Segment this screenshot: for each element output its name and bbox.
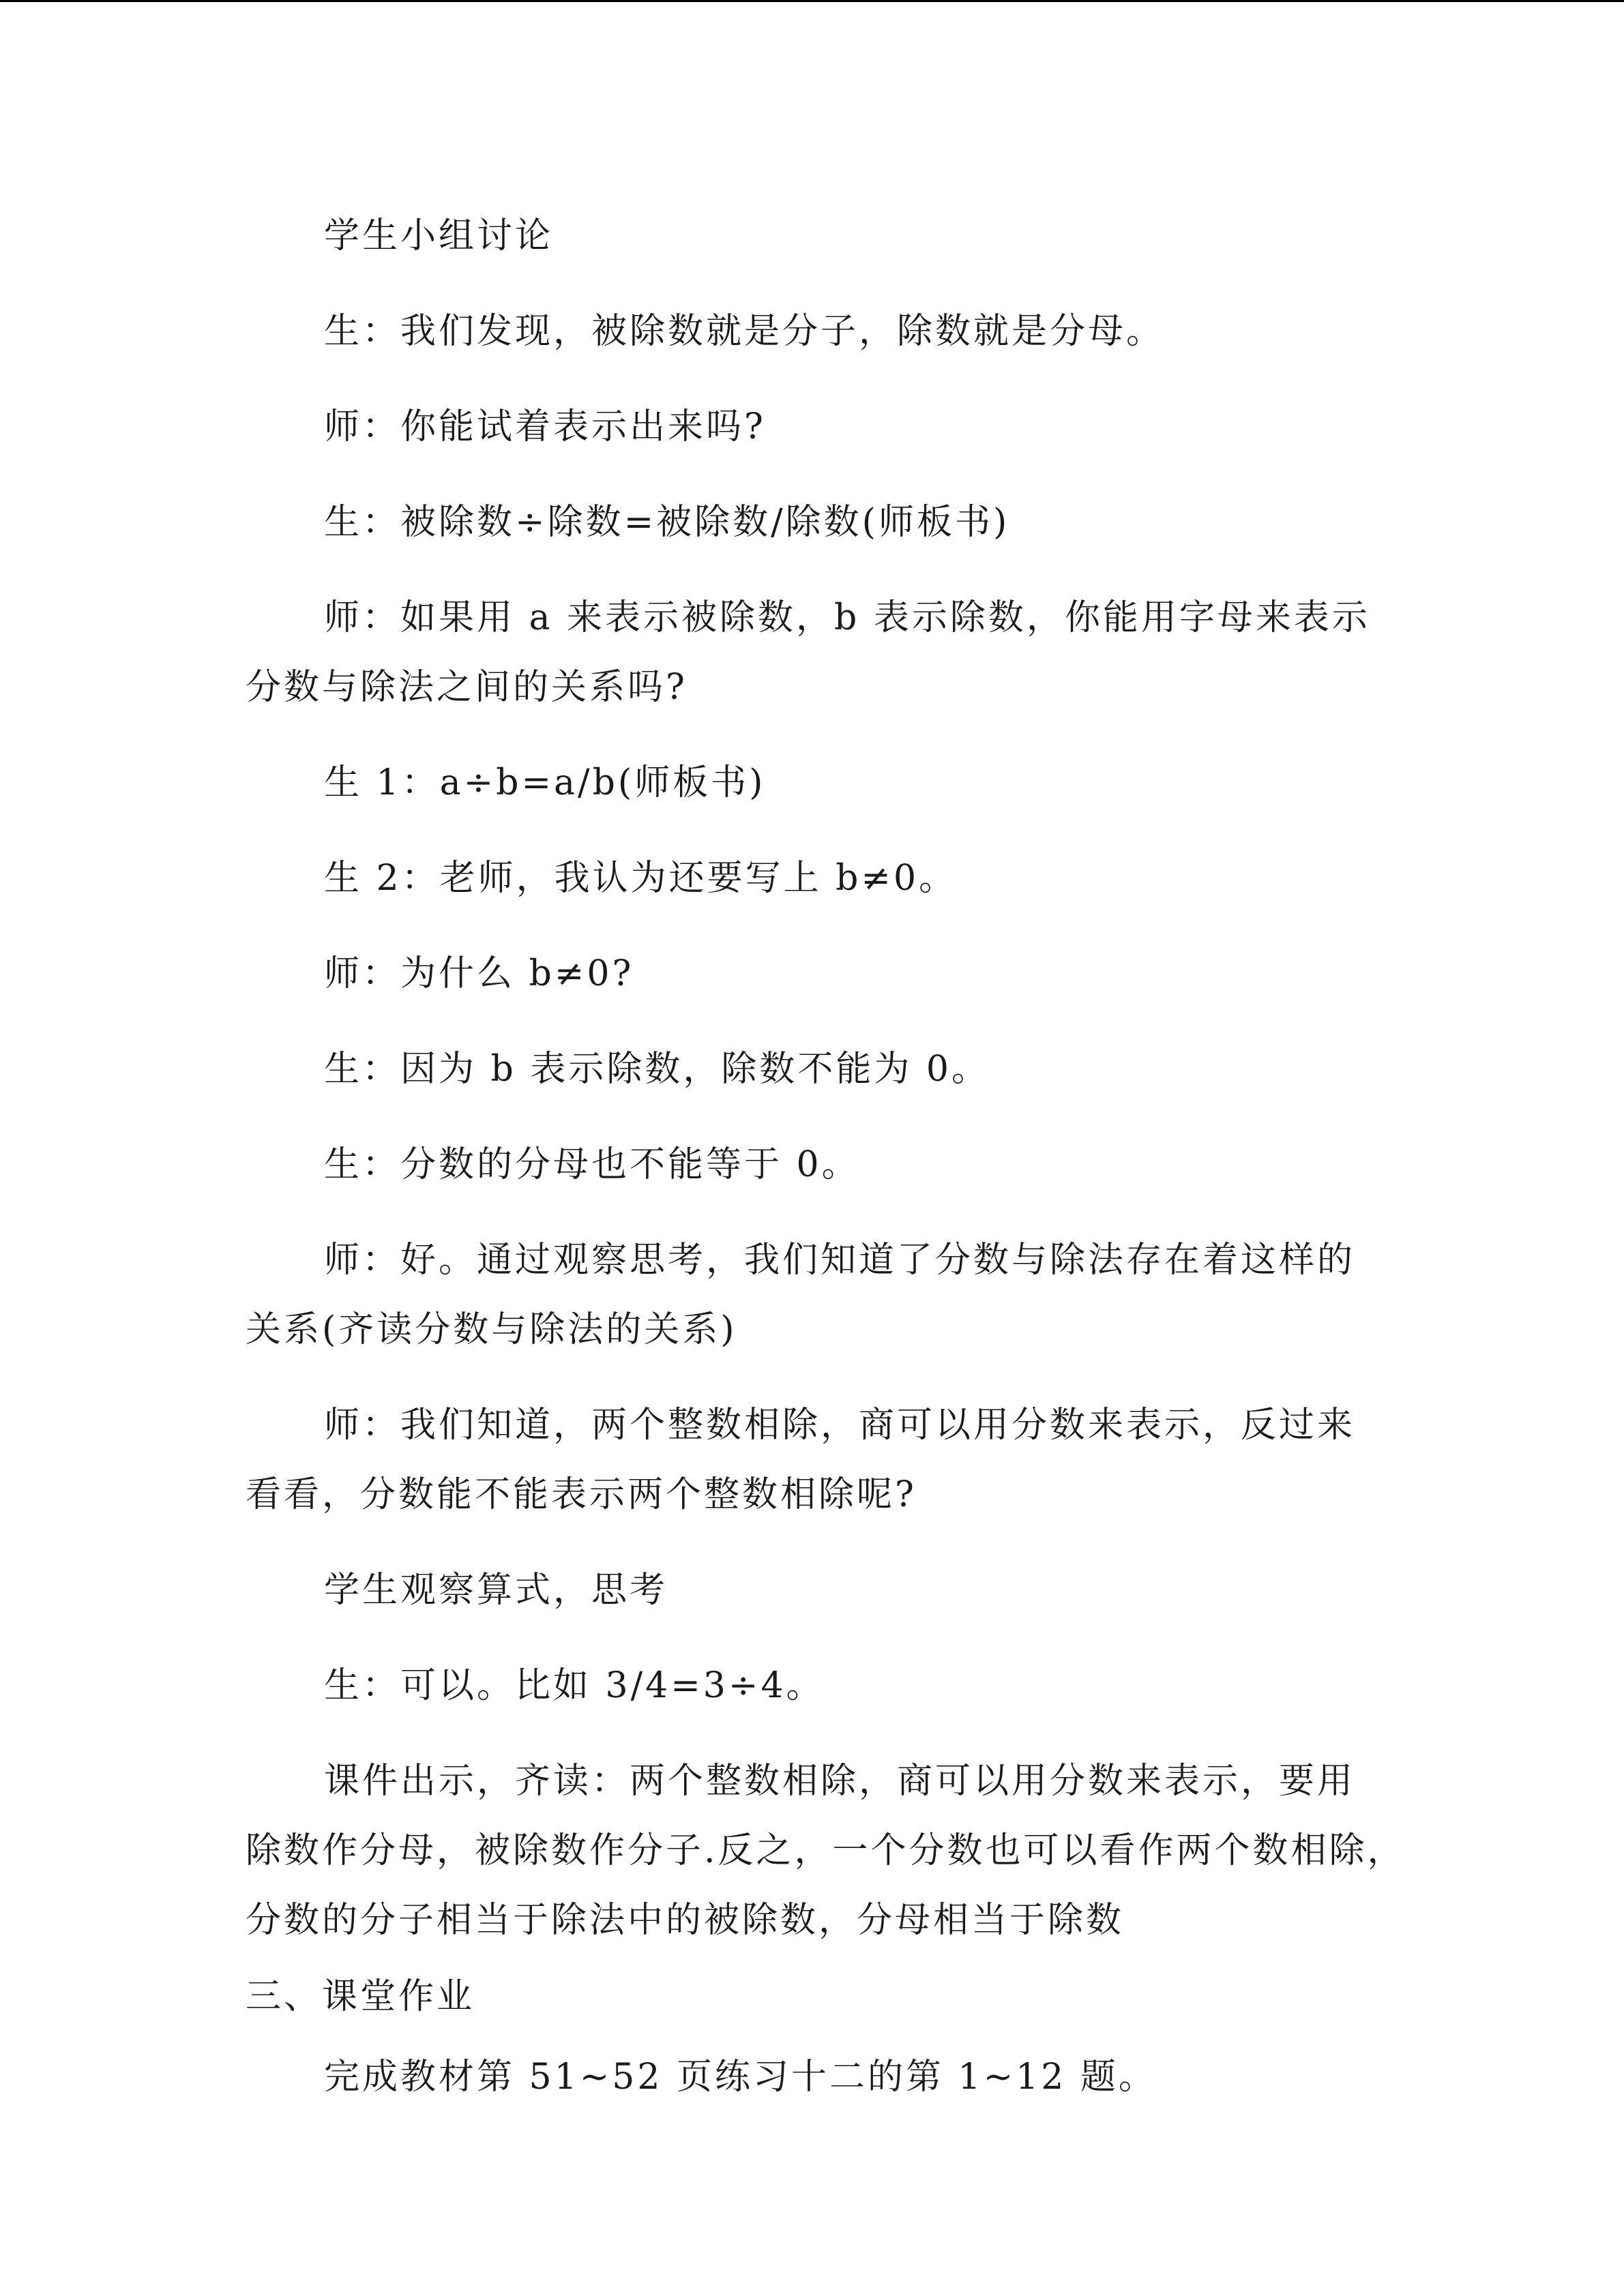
paragraph-line: 生 2：老师，我认为还要写上 b≠0。 [324, 858, 958, 899]
paragraph-line: 关系(齐读分数与除法的关系) [246, 1309, 737, 1350]
paragraph-line: 课件出示，齐读：两个整数相除，商可以用分数来表示，要用 [324, 1761, 1356, 1802]
paragraph-line: 看看，分数能不能表示两个整数相除呢? [246, 1474, 917, 1515]
paragraph-line: 学生观察算式，思考 [324, 1570, 668, 1611]
paragraph-line: 师：为什么 b≠0? [324, 953, 634, 994]
paragraph-line: 生：因为 b 表示除数，除数不能为 0。 [324, 1049, 990, 1090]
paragraph-line: 生：被除数÷除数=被除数/除数(师板书) [324, 502, 1010, 543]
paragraph-line: 生 1：a÷b=a/b(师板书) [324, 762, 766, 803]
paragraph-line: 完成教材第 51~52 页练习十二的第 1~12 题。 [324, 2057, 1157, 2098]
paragraph-line: 分数与除法之间的关系吗? [246, 667, 688, 708]
paragraph-line: 生：我们发现，被除数就是分子，除数就是分母。 [324, 311, 1165, 352]
paragraph-line: 师：如果用 a 来表示被除数，b 表示除数，你能用字母来表示 [324, 597, 1370, 638]
paragraph-line: 师：你能试着表示出来吗? [324, 406, 766, 447]
paragraph-line: 生：可以。比如 3/4=3÷4。 [324, 1665, 825, 1706]
paragraph-line: 除数作分母，被除数作分子.反之，一个分数也可以看作两个数相除， [246, 1830, 1406, 1871]
paragraph-line: 学生小组讨论 [324, 215, 554, 256]
section-heading: 三、课堂作业 [246, 1976, 475, 2017]
paragraph-line: 生：分数的分母也不能等于 0。 [324, 1144, 860, 1185]
paragraph-line: 师：我们知道，两个整数相除，商可以用分数来表示，反过来 [324, 1405, 1356, 1446]
paragraph-line: 师：好。通过观察思考，我们知道了分数与除法存在着这样的 [324, 1240, 1356, 1281]
paragraph-line: 分数的分子相当于除法中的被除数，分母相当于除数 [246, 1900, 1125, 1941]
